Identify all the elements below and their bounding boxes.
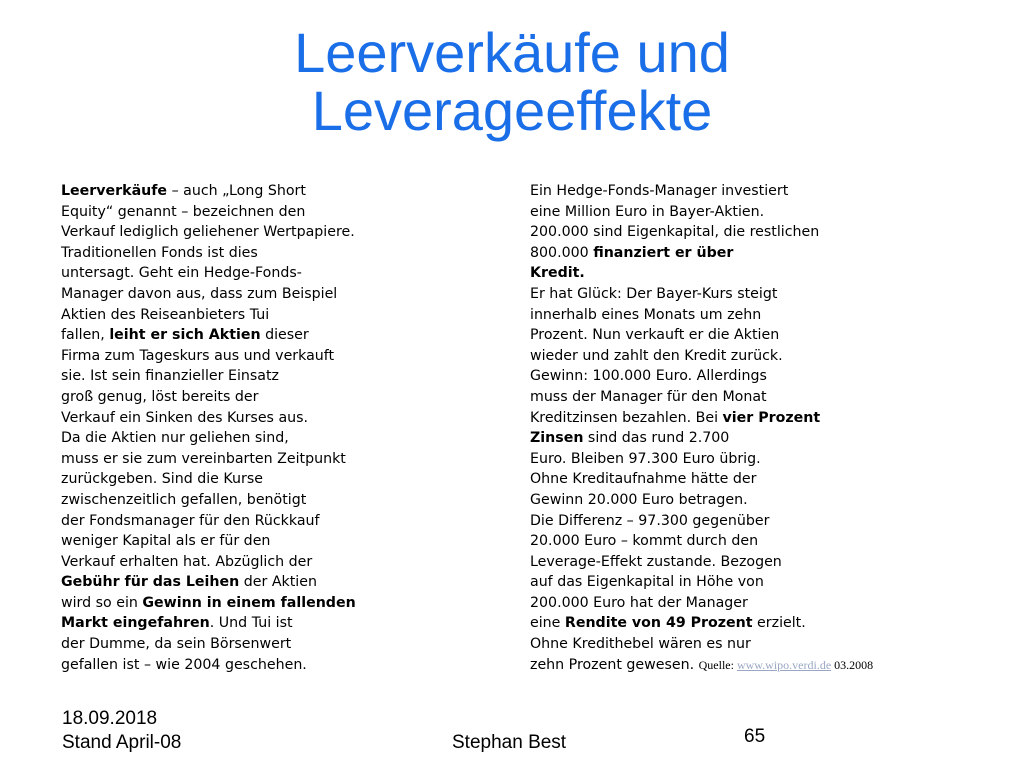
- text-segment: Manager davon aus, dass zum Beispiel: [61, 285, 338, 302]
- text-segment: zehn Prozent gewesen.: [530, 656, 699, 673]
- text-segment: zwischenzeitlich gefallen, benötigt: [61, 491, 307, 508]
- text-segment: wieder und zahlt den Kredit zurück.: [530, 347, 783, 364]
- text-segment: dieser: [260, 327, 309, 344]
- text-line: [61, 490, 356, 511]
- text-segment: Verkauf lediglich geliehener Wertpapiere.: [61, 224, 355, 241]
- text-segment: sind das rund 2.700: [583, 430, 730, 447]
- footer-date: 18.09.2018: [62, 708, 158, 729]
- text-segment: 20.000 Euro – kommt durch den: [530, 533, 759, 550]
- text-line: [530, 243, 873, 264]
- text-segment: Ein Hedge-Fonds-Manager investiert: [530, 183, 789, 199]
- text-line: [530, 284, 873, 305]
- text-line: [61, 387, 356, 408]
- text-line: [61, 305, 356, 326]
- bold-text-segment: Markt eingefahren: [61, 615, 210, 632]
- text-line: [61, 263, 356, 284]
- text-segment: Verkauf ein Sinken des Kurses aus.: [61, 409, 309, 426]
- text-line: [530, 408, 873, 429]
- text-segment: muss er sie zum vereinbarten Zeitpunkt: [61, 450, 346, 467]
- text-segment: weniger Kapital als er für den: [61, 533, 271, 550]
- text-line: [61, 408, 356, 429]
- text-line: [530, 428, 873, 449]
- text-segment: Euro. Bleiben 97.300 Euro übrig.: [530, 450, 761, 467]
- text-line: [530, 263, 873, 284]
- text-line: [61, 428, 356, 449]
- text-line: [530, 511, 873, 532]
- text-line: [530, 305, 873, 326]
- bold-text-segment: finanziert er über: [593, 244, 734, 261]
- footer-date-block: [62, 707, 181, 755]
- text-segment: Da die Aktien nur geliehen sind,: [61, 430, 289, 447]
- text-segment: gefallen ist – wie 2004 geschehen.: [61, 656, 307, 673]
- text-line: [530, 531, 873, 552]
- text-segment: eine Million Euro in Bayer-Aktien.: [530, 203, 765, 220]
- text-line: [61, 284, 356, 305]
- text-segment: Gewinn 20.000 Euro betragen.: [530, 491, 748, 508]
- text-segment: zurückgeben. Sind die Kurse: [61, 471, 263, 488]
- text-segment: Prozent. Nun verkauft er die Aktien: [530, 327, 780, 344]
- text-line: [61, 325, 356, 346]
- text-segment: Ohne Kredithebel wären es nur: [530, 636, 751, 653]
- text-segment: wird so ein: [61, 594, 143, 611]
- text-line: [61, 552, 356, 573]
- text-segment: Leverage-Effekt zustande. Bezogen: [530, 553, 782, 570]
- text-line: [530, 490, 873, 511]
- text-segment: innerhalb eines Monats um zehn: [530, 306, 762, 323]
- text-line: [61, 511, 356, 532]
- text-segment: 200.000 Euro hat der Manager: [530, 594, 748, 611]
- text-line: [530, 181, 873, 202]
- text-segment: muss der Manager für den Monat: [530, 388, 767, 405]
- text-line: [61, 202, 356, 223]
- text-segment: Traditionellen Fonds ist dies: [61, 244, 258, 261]
- source-label: Quelle:: [698, 657, 737, 672]
- text-segment: 800.000: [530, 244, 594, 261]
- bold-text-segment: Zinsen: [530, 430, 584, 447]
- bold-text-segment: Gewinn in einem fallenden: [142, 594, 356, 611]
- source-link[interactable]: www.wipo.verdi.de: [736, 657, 832, 672]
- slide-title-line-2: Leverageeffekte: [311, 79, 713, 142]
- text-segment: Er hat Glück: Der Bayer-Kurs steigt: [530, 285, 778, 302]
- text-segment: der Aktien: [239, 574, 317, 591]
- text-segment: sie. Ist sein finanzieller Einsatz: [61, 368, 279, 385]
- text-line: [61, 449, 356, 470]
- text-line: [61, 655, 356, 676]
- bold-text-segment: Rendite von 49 Prozent: [564, 615, 753, 632]
- slide-title-line-1: Leerverkäufe und: [294, 21, 730, 84]
- text-line: [61, 634, 356, 655]
- text-line: [61, 613, 356, 634]
- bold-text-segment: Kredit.: [530, 265, 585, 282]
- text-line: [530, 655, 873, 676]
- bold-text-segment: Gebühr für das Leihen: [61, 574, 240, 591]
- text-line: [530, 593, 873, 614]
- text-segment: der Dumme, da sein Börsenwert: [61, 636, 292, 653]
- footer-author: Stephan Best: [452, 732, 567, 753]
- text-line: [530, 366, 873, 387]
- text-segment: . Und Tui ist: [209, 615, 293, 632]
- text-segment: erzielt.: [752, 615, 806, 632]
- text-line: [61, 572, 356, 593]
- text-segment: Ohne Kreditaufnahme hätte der: [530, 471, 757, 488]
- slide-title: [0, 21, 1024, 142]
- text-segment: Gewinn: 100.000 Euro. Allerdings: [530, 368, 767, 385]
- right-text-column: [530, 181, 873, 675]
- text-line: [61, 469, 356, 490]
- text-line: [61, 593, 356, 614]
- page-number: 65: [744, 726, 766, 747]
- source-date: 03.2008: [831, 657, 874, 672]
- text-segment: fallen,: [61, 327, 110, 344]
- text-line: [530, 202, 873, 223]
- text-segment: eine: [530, 615, 565, 632]
- text-line: [530, 634, 873, 655]
- footer-stand: Stand April-08: [62, 732, 182, 753]
- text-segment: Die Differenz – 97.300 gegenüber: [530, 512, 770, 529]
- text-segment: auf das Eigenkapital in Höhe von: [530, 574, 764, 591]
- bold-text-segment: vier Prozent: [722, 409, 821, 426]
- text-line: [530, 449, 873, 470]
- text-line: [61, 181, 356, 202]
- text-segment: Aktien des Reiseanbieters Tui: [61, 306, 270, 323]
- text-segment: untersagt. Geht ein Hedge-Fonds-: [61, 265, 302, 282]
- text-line: [61, 366, 356, 387]
- text-segment: groß genug, löst bereits der: [61, 388, 259, 405]
- bold-text-segment: leiht er sich Aktien: [109, 327, 261, 344]
- text-line: [530, 613, 873, 634]
- bold-text-segment: Leerverkäufe: [61, 183, 168, 199]
- text-line: [530, 387, 873, 408]
- left-text-column: [61, 181, 356, 675]
- text-line: [61, 346, 356, 367]
- text-segment: Kreditzinsen bezahlen. Bei: [530, 409, 723, 426]
- text-line: [530, 572, 873, 593]
- text-line: [530, 222, 873, 243]
- text-line: [530, 552, 873, 573]
- text-segment: Firma zum Tageskurs aus und verkauft: [61, 347, 335, 364]
- text-line: [530, 325, 873, 346]
- text-segment: 200.000 sind Eigenkapital, die restlichen: [530, 224, 820, 241]
- text-segment: Verkauf erhalten hat. Abzüglich der: [61, 553, 313, 570]
- text-segment: Equity“ genannt – bezeichnen den: [61, 203, 306, 220]
- text-line: [530, 346, 873, 367]
- text-segment: – auch „Long Short: [167, 183, 306, 199]
- text-segment: der Fondsmanager für den Rückkauf: [61, 512, 320, 529]
- text-line: [61, 243, 356, 264]
- text-line: [61, 222, 356, 243]
- text-line: [61, 531, 356, 552]
- text-line: [530, 469, 873, 490]
